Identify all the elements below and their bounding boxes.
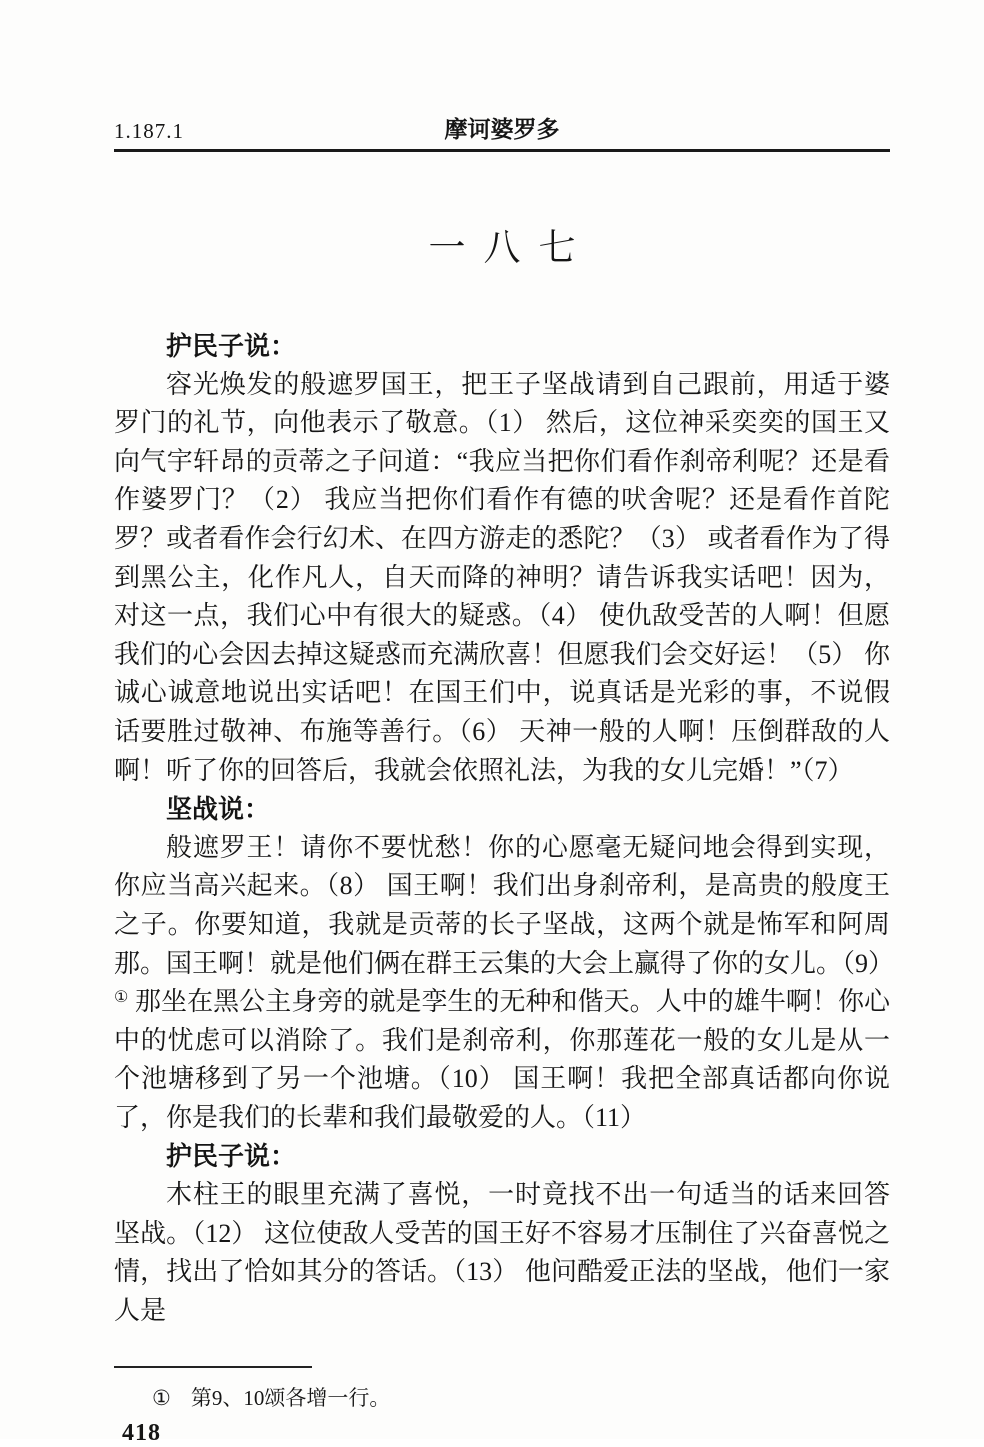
- paragraph-text: 般遮罗王！请你不要忧愁！你的心愿毫无疑问地会得到实现，你应当高兴起来。（8） 国王啊！我们出身刹帝利，是高贵的般度王之子。你要知道，我就是贡蒂的长子坚战，这两个就是怖军和阿周那。国王啊！就是他们俩在群王云集的大会上赢得了你的女儿。（9）: [114, 832, 895, 978]
- speaker-heading: 坚战说：: [166, 794, 271, 825]
- paragraph: [114, 829, 895, 1138]
- footnote-text: 第9、10颂各增一行。: [190, 1386, 391, 1411]
- speaker-heading: 护民子说：: [166, 1141, 297, 1172]
- running-header: [114, 116, 890, 146]
- footnote: [114, 1384, 890, 1412]
- text-body: [114, 327, 895, 1330]
- verse-reference: 1.187.1: [114, 119, 184, 143]
- page-number: 418: [122, 1420, 161, 1447]
- footnote-divider: [114, 1366, 312, 1368]
- footnote-reference-mark: ①: [114, 989, 129, 1007]
- page-footer: [114, 1366, 890, 1447]
- paragraph: 容光焕发的般遮罗国王，把王子坚战请到自己跟前，用适于婆罗门的礼节，向他表示了敬意。（1） 然后，这位神采奕奕的国王又向气宇轩昂的贡蒂之子问道：“我应当把你们看作刹帝利呢？还是看作婆罗门？（2） 我应当把你们看作有德的吠舍呢？还是看作首陀罗？或者看作会行幻术、在四方游走的悉陀？（3） 或者看作为了得到黑公主，化作凡人，自天而降的神明？请告诉我实话吧！因为，对这一点，我们心中有很大的疑惑。（4） 使仇敌受苦的人啊！但愿我们的心会因去掉这疑惑而充满欣喜！但愿我们会交好运！（5） 你诚心诚意地说出实话吧！在国王们中，说真话是光彩的事，不说假话要胜过敬神、布施等善行。（6） 天神一般的人啊！压倒群敌的人啊！听了你的回答后，我就会依照礼法，为我的女儿完婚！”（7）: [114, 369, 890, 785]
- header-rule: [114, 149, 890, 152]
- footnote-marker: ①: [152, 1386, 171, 1411]
- chapter-number-heading: 一八七: [428, 228, 594, 269]
- paragraph-text: 那坐在黑公主身旁的就是孪生的无种和偕天。人中的雄牛啊！你心中的忧虑可以消除了。我们是刹帝利，你那莲花一般的女儿是从一个池塘移到了另一个池塘。（10） 国王啊！我把全部真话都向你说了，你是我们的长辈和我们最敬爱的人。（11）: [114, 987, 890, 1132]
- speaker-heading: 护民子说：: [166, 331, 297, 361]
- paragraph: 木柱王的眼里充满了喜悦，一时竟找不出一句适当的话来回答坚战。（12） 这位使敌人受苦的国王好不容易才压制住了兴奋喜悦之情，找出了恰如其分的答话。（13） 他问酷爱正法的坚战，他们一家人是: [114, 1180, 890, 1325]
- book-title: 摩诃婆罗多: [444, 116, 560, 142]
